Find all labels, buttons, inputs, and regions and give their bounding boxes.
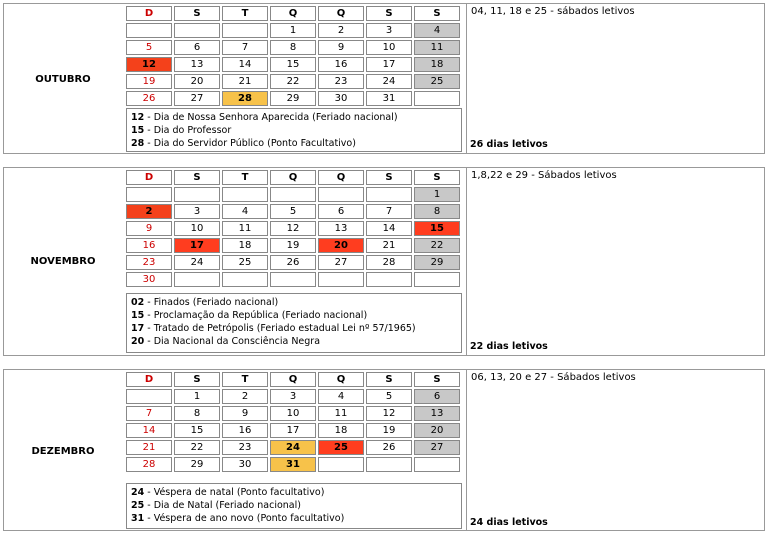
day-cell: 24 — [174, 255, 220, 270]
side-note: 06, 13, 20 e 27 - Sábados letivos — [466, 370, 764, 530]
day-cell: 20 — [414, 423, 460, 438]
note-line: 15 - Dia do Professor — [131, 125, 232, 136]
day-cell: 21 — [126, 440, 172, 455]
day-cell — [270, 187, 316, 202]
day-cell: 8 — [270, 40, 316, 55]
day-cell: 23 — [126, 255, 172, 270]
day-cell — [414, 457, 460, 472]
day-cell: 29 — [270, 91, 316, 106]
day-cell: 6 — [414, 389, 460, 404]
day-cell: 19 — [270, 238, 316, 253]
day-cell: 13 — [174, 57, 220, 72]
day-cell: 8 — [414, 204, 460, 219]
day-cell: 22 — [414, 238, 460, 253]
day-cell: 12 — [270, 221, 316, 236]
day-cell: 1 — [414, 187, 460, 202]
day-cell: 24 — [366, 74, 412, 89]
day-cell: 15 — [270, 57, 316, 72]
day-cell: 19 — [126, 74, 172, 89]
weekday-header: D — [126, 170, 172, 185]
weekday-header: S — [174, 372, 220, 387]
day-cell: 4 — [318, 389, 364, 404]
note-line: 12 - Dia de Nossa Senhora Aparecida (Feriado nacional) — [131, 112, 398, 123]
day-cell: 16 — [126, 238, 172, 253]
day-cell — [318, 187, 364, 202]
notes-box — [126, 293, 462, 353]
day-cell: 18 — [318, 423, 364, 438]
day-cell-holiday: 17 — [174, 238, 220, 253]
day-cell: 5 — [126, 40, 172, 55]
weekday-header: Q — [318, 372, 364, 387]
weekday-header: Q — [270, 170, 316, 185]
day-cell: 16 — [222, 423, 268, 438]
day-cell: 17 — [366, 57, 412, 72]
day-cell: 26 — [366, 440, 412, 455]
day-cell: 3 — [174, 204, 220, 219]
note-line: 24 - Véspera de natal (Ponto facultativo) — [131, 487, 325, 498]
calendar-grid — [124, 4, 462, 108]
month-name: OUTUBRO — [35, 74, 91, 85]
day-cell: 7 — [222, 40, 268, 55]
day-cell — [366, 187, 412, 202]
day-cell-optional: 24 — [270, 440, 316, 455]
calendar-grid — [124, 168, 462, 289]
notes-box — [126, 483, 462, 529]
day-cell: 11 — [414, 40, 460, 55]
day-cell: 10 — [174, 221, 220, 236]
weekday-header: S — [174, 170, 220, 185]
day-cell — [366, 457, 412, 472]
day-cell: 7 — [126, 406, 172, 421]
day-cell: 9 — [126, 221, 172, 236]
month-block-dezembro — [3, 369, 765, 531]
note-line: 02 - Finados (Feriado nacional) — [131, 297, 279, 308]
note-line: 20 - Dia Nacional da Consciência Negra — [131, 336, 321, 347]
day-cell: 8 — [174, 406, 220, 421]
day-cell — [318, 457, 364, 472]
day-cell — [126, 187, 172, 202]
day-cell — [126, 23, 172, 38]
day-cell: 11 — [222, 221, 268, 236]
weekday-header: S — [366, 372, 412, 387]
day-cell-optional: 28 — [222, 91, 268, 106]
weekday-header: Q — [318, 6, 364, 21]
day-cell: 5 — [366, 389, 412, 404]
day-cell: 12 — [366, 406, 412, 421]
day-cell: 27 — [174, 91, 220, 106]
note-line: 17 - Tratado de Petrópolis (Feriado estadual Lei nº 57/1965) — [131, 323, 416, 334]
day-cell: 22 — [174, 440, 220, 455]
side-note: 1,8,22 e 29 - Sábados letivos — [466, 168, 764, 355]
weekday-header: D — [126, 6, 172, 21]
weekday-header: S — [414, 372, 460, 387]
school-days-count: 22 dias letivos — [470, 341, 548, 352]
day-cell: 19 — [366, 423, 412, 438]
note-line: 15 - Proclamação da República (Feriado nacional) — [131, 310, 368, 321]
day-cell: 9 — [318, 40, 364, 55]
day-cell — [222, 187, 268, 202]
day-cell: 21 — [366, 238, 412, 253]
day-cell — [366, 272, 412, 287]
calendar-grid — [124, 370, 462, 474]
day-cell: 31 — [366, 91, 412, 106]
day-cell — [222, 23, 268, 38]
day-cell: 28 — [126, 457, 172, 472]
weekday-header: T — [222, 170, 268, 185]
weekday-header: Q — [270, 6, 316, 21]
weekday-header: T — [222, 372, 268, 387]
day-cell: 30 — [318, 91, 364, 106]
note-line: 28 - Dia do Servidor Público (Ponto Facultativo) — [131, 138, 356, 149]
day-cell: 15 — [174, 423, 220, 438]
day-cell: 2 — [318, 23, 364, 38]
day-cell: 14 — [222, 57, 268, 72]
weekday-header: S — [414, 6, 460, 21]
day-cell: 4 — [414, 23, 460, 38]
day-cell: 29 — [414, 255, 460, 270]
day-cell: 18 — [414, 57, 460, 72]
day-cell-holiday: 15 — [414, 221, 460, 236]
day-cell: 5 — [270, 204, 316, 219]
month-name: NOVEMBRO — [30, 256, 96, 267]
day-cell: 14 — [366, 221, 412, 236]
day-cell — [126, 389, 172, 404]
day-cell: 16 — [318, 57, 364, 72]
day-cell: 3 — [270, 389, 316, 404]
weekday-header: S — [366, 6, 412, 21]
day-cell: 2 — [222, 389, 268, 404]
day-cell — [414, 272, 460, 287]
weekday-header: S — [366, 170, 412, 185]
weekday-header: S — [174, 6, 220, 21]
day-cell: 1 — [270, 23, 316, 38]
day-cell-optional: 31 — [270, 457, 316, 472]
day-cell: 30 — [126, 272, 172, 287]
day-cell: 27 — [318, 255, 364, 270]
day-cell: 23 — [318, 74, 364, 89]
month-block-novembro — [3, 167, 765, 356]
day-cell: 10 — [366, 40, 412, 55]
notes-box — [126, 108, 462, 152]
weekday-header: S — [414, 170, 460, 185]
weekday-header: D — [126, 372, 172, 387]
day-cell-holiday: 20 — [318, 238, 364, 253]
day-cell — [270, 272, 316, 287]
day-cell: 21 — [222, 74, 268, 89]
day-cell — [174, 272, 220, 287]
day-cell: 6 — [318, 204, 364, 219]
day-cell: 23 — [222, 440, 268, 455]
day-cell: 10 — [270, 406, 316, 421]
school-days-count: 24 dias letivos — [470, 517, 548, 528]
note-line: 31 - Véspera de ano novo (Ponto facultativo) — [131, 513, 345, 524]
weekday-header: Q — [270, 372, 316, 387]
day-cell: 4 — [222, 204, 268, 219]
side-note: 04, 11, 18 e 25 - sábados letivos — [466, 4, 764, 153]
day-cell: 26 — [270, 255, 316, 270]
day-cell: 14 — [126, 423, 172, 438]
note-line: 25 - Dia de Natal (Feriado nacional) — [131, 500, 301, 511]
month-name: DEZEMBRO — [31, 446, 95, 457]
day-cell: 22 — [270, 74, 316, 89]
month-block-outubro — [3, 3, 765, 154]
day-cell: 1 — [174, 389, 220, 404]
day-cell: 25 — [414, 74, 460, 89]
day-cell: 25 — [222, 255, 268, 270]
day-cell: 28 — [366, 255, 412, 270]
day-cell: 7 — [366, 204, 412, 219]
day-cell-holiday: 12 — [126, 57, 172, 72]
day-cell: 29 — [174, 457, 220, 472]
school-days-count: 26 dias letivos — [470, 139, 548, 150]
day-cell — [222, 272, 268, 287]
day-cell: 20 — [174, 74, 220, 89]
day-cell: 17 — [270, 423, 316, 438]
day-cell: 6 — [174, 40, 220, 55]
weekday-header: T — [222, 6, 268, 21]
day-cell: 9 — [222, 406, 268, 421]
day-cell: 11 — [318, 406, 364, 421]
day-cell: 27 — [414, 440, 460, 455]
day-cell — [414, 91, 460, 106]
day-cell: 13 — [414, 406, 460, 421]
weekday-header: Q — [318, 170, 364, 185]
day-cell — [174, 187, 220, 202]
day-cell — [318, 272, 364, 287]
day-cell-holiday: 2 — [126, 204, 172, 219]
day-cell — [174, 23, 220, 38]
day-cell: 3 — [366, 23, 412, 38]
day-cell: 13 — [318, 221, 364, 236]
day-cell: 18 — [222, 238, 268, 253]
day-cell: 30 — [222, 457, 268, 472]
day-cell: 26 — [126, 91, 172, 106]
day-cell-holiday: 25 — [318, 440, 364, 455]
